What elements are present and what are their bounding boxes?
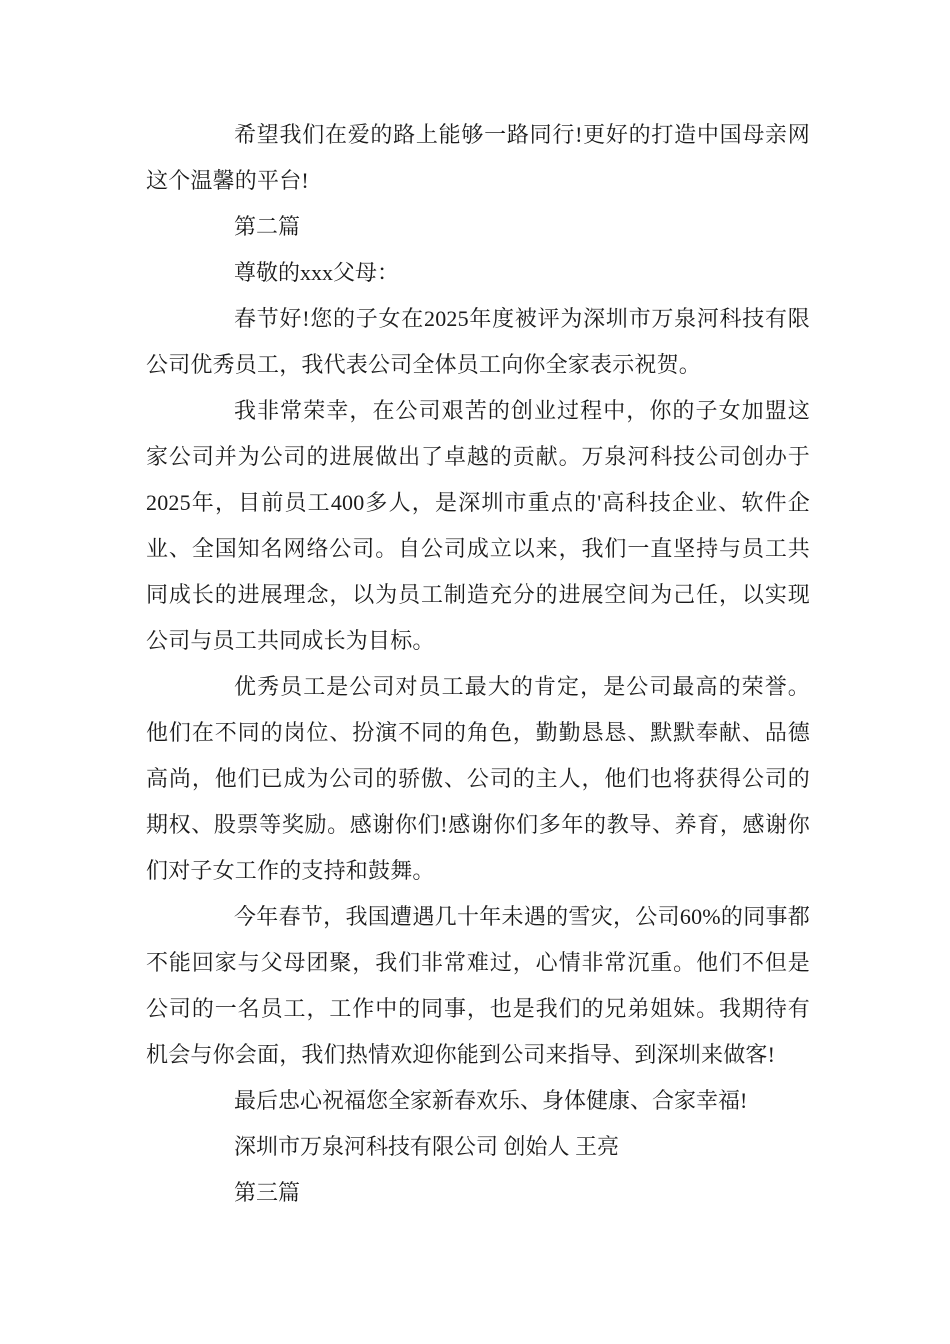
- salutation: 尊敬的xxx父母：: [234, 260, 400, 285]
- company-intro-paragraph: 我非常荣幸，在公司艰苦的创业过程中，你的子女加盟这家公司并为公司的进展做出了卓越的贡献。万泉河科技公司创办于2025年，目前员工400多人，是深圳市重点的'高科技企业、软件企业、全国知名网络公司。自公司成立以来，我们一直坚持与员工共同成长的进展理念，以为员工制造充分的进展空间为己任，以实现公司与员工共同成长为目标。: [146, 398, 810, 653]
- signature-line: 深圳市万泉河科技有限公司 创始人 王亮: [234, 1134, 620, 1159]
- excellent-employee-paragraph: 优秀员工是公司对员工最大的肯定，是公司最高的荣誉。他们在不同的岗位、扮演不同的角色，勤勤恳恳、默默奉献、品德高尚，他们已成为公司的骄傲、公司的主人，他们也将获得公司的期权、股票等奖励。感谢你们!感谢你们多年的教导、养育，感谢你们对子女工作的支持和鼓舞。: [146, 674, 810, 883]
- closing-wish-paragraph: 希望我们在爱的路上能够一路同行!更好的打造中国母亲网这个温馨的平台!: [146, 122, 810, 193]
- greeting-paragraph: 春节好!您的子女在2025年度被评为深圳市万泉河科技有限公司优秀员工，我代表公司全体员工向你全家表示祝贺。: [146, 306, 810, 377]
- document-body: [146, 112, 810, 1216]
- spring-festival-paragraph: 今年春节，我国遭遇几十年未遇的雪灾，公司60%的同事都不能回家与父母团聚，我们非常难过，心情非常沉重。他们不但是公司的一名员工，工作中的同事，也是我们的兄弟姐妹。我期待有机会与你会面，我们热情欢迎你能到公司来指导、到深圳来做客!: [146, 904, 810, 1067]
- section-heading-3: 第三篇: [234, 1180, 301, 1205]
- final-blessing-line: 最后忠心祝福您全家新春欢乐、身体健康、合家幸福!: [234, 1088, 748, 1113]
- section-heading-2: 第二篇: [234, 214, 301, 239]
